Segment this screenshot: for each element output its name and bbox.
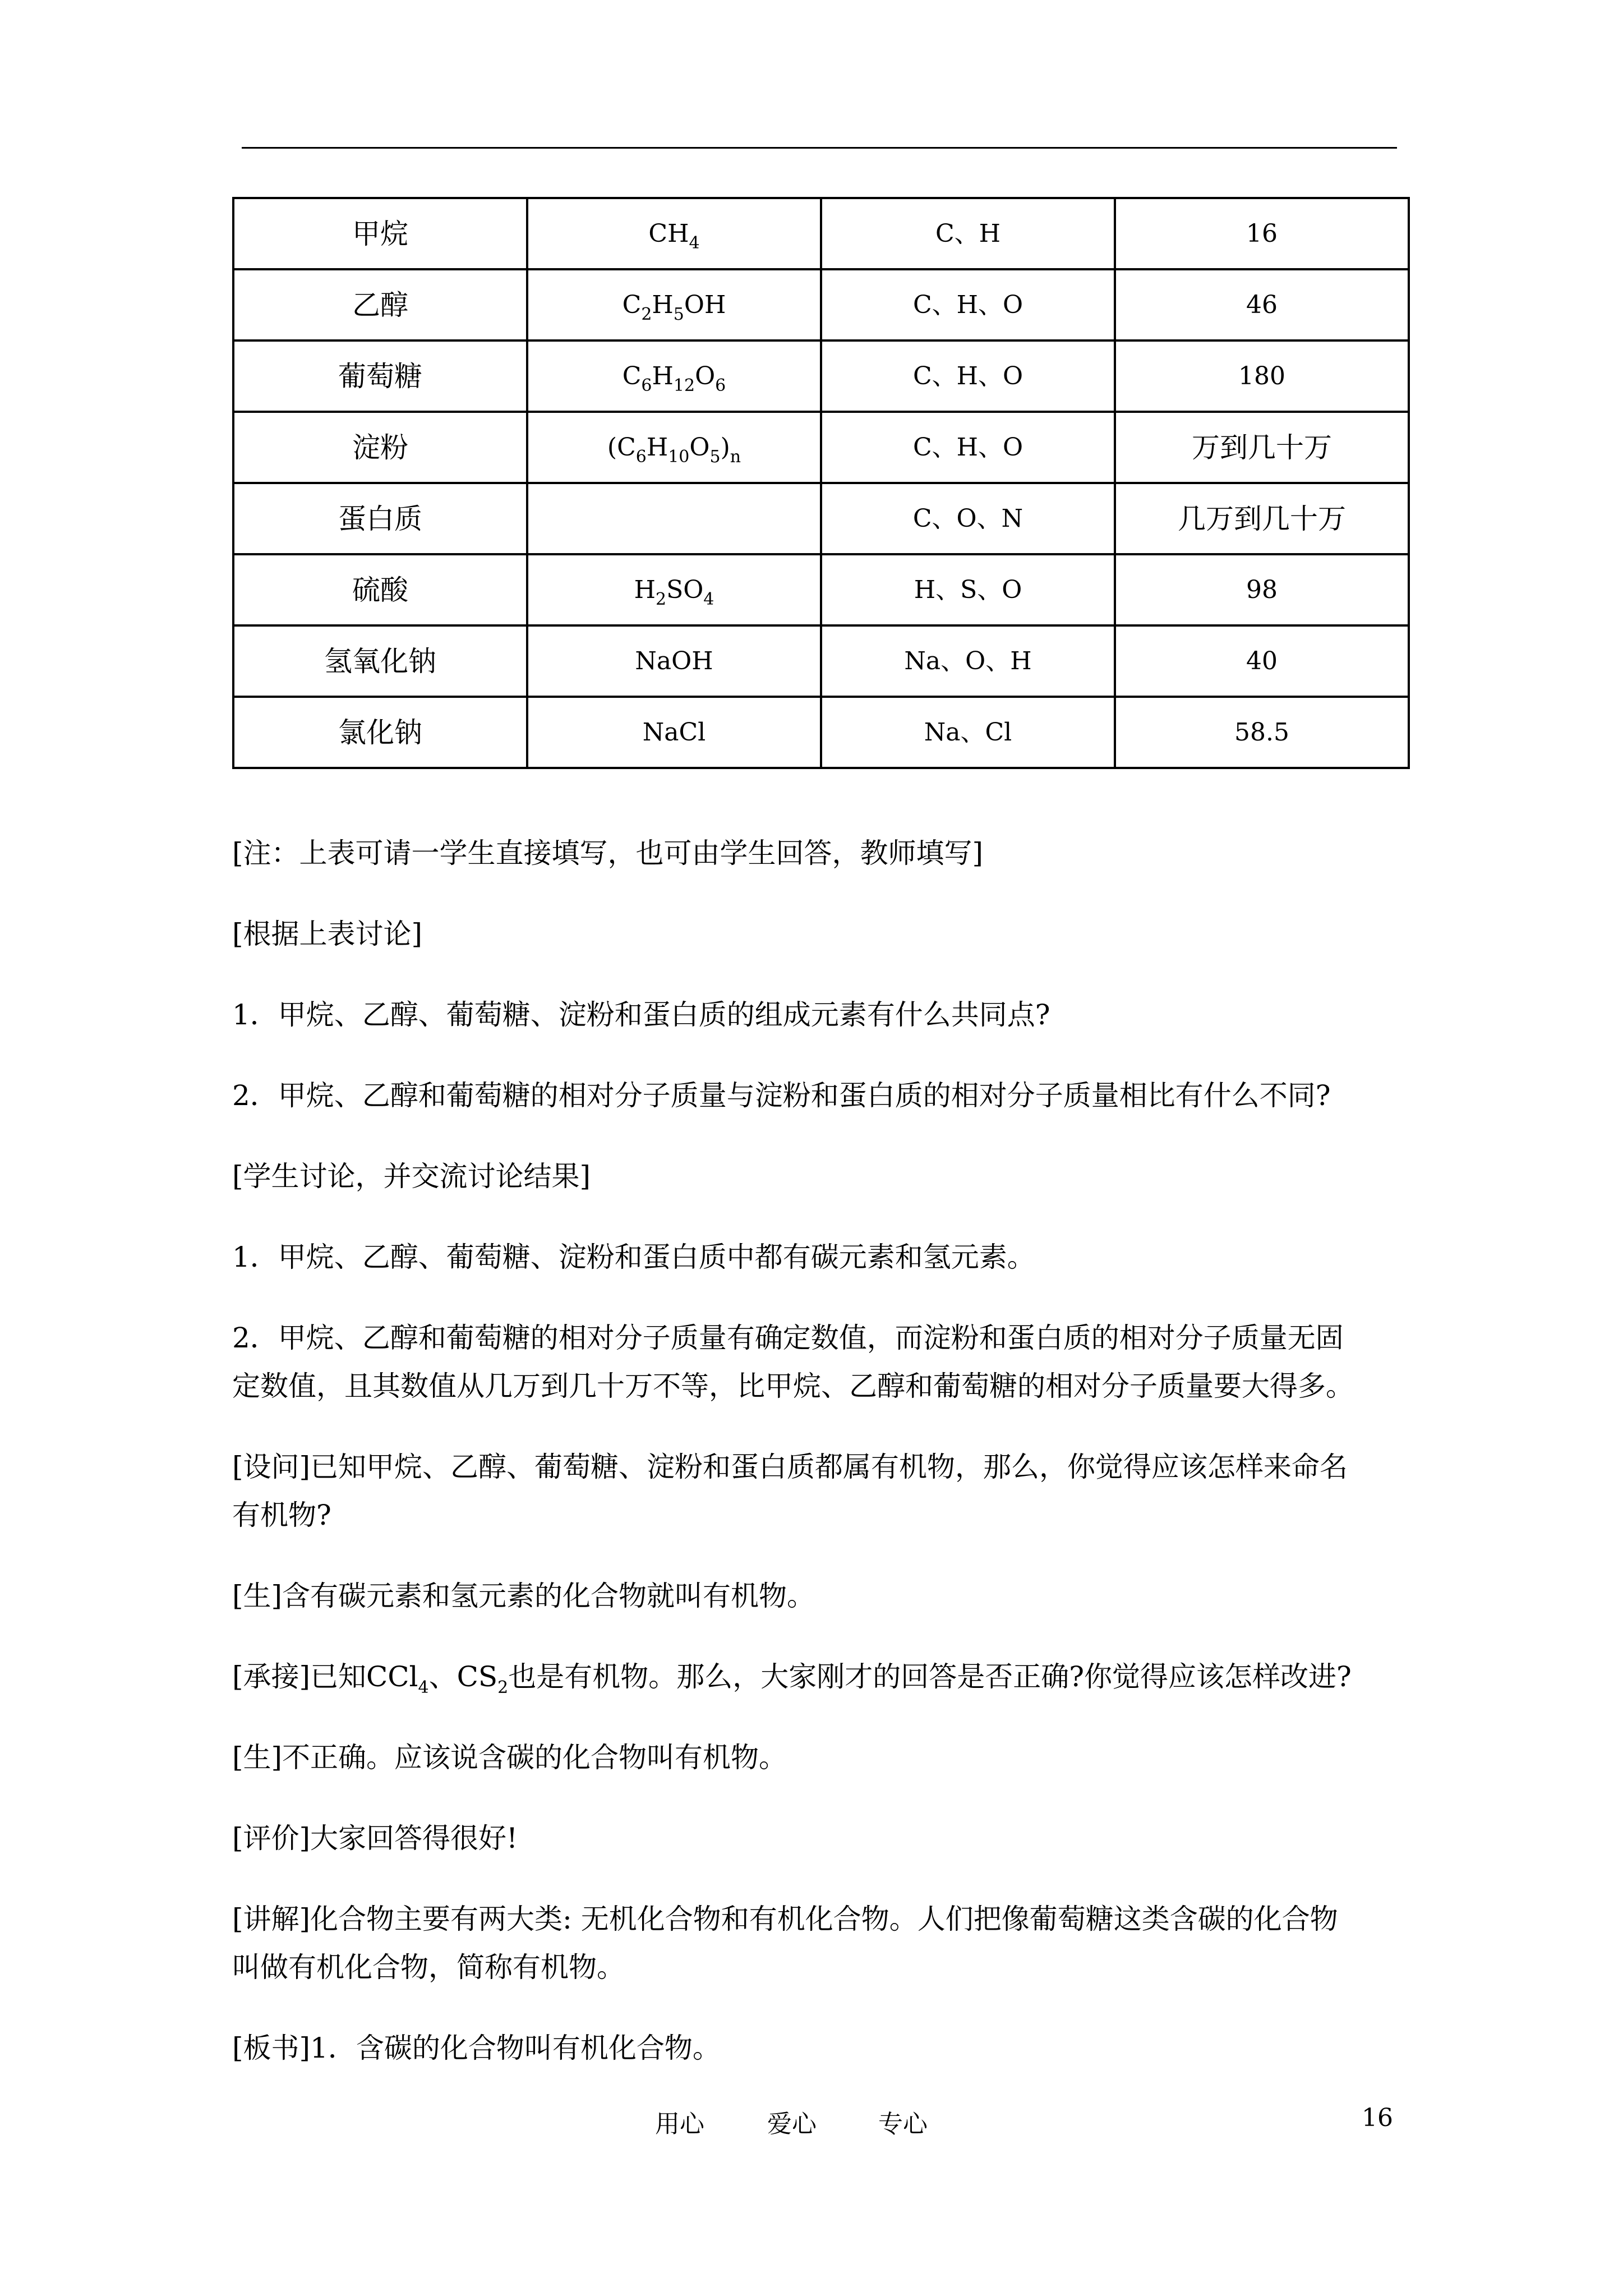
student-answer-1: [生]含有碳元素和氢元素的化合物就叫有机物。 — [232, 1580, 815, 1612]
compound-mass: 98 — [1115, 554, 1409, 625]
compound-mass: 180 — [1115, 341, 1409, 412]
compound-name: 淀粉 — [233, 412, 527, 483]
compound-elements: Na、O、H — [821, 625, 1115, 697]
note-paragraph: [注：上表可请一学生直接填写，也可由学生回答，教师填写] — [232, 837, 984, 869]
compound-mass: 58.5 — [1115, 697, 1409, 768]
compound-formula: NaOH — [527, 625, 821, 697]
compound-name: 硫酸 — [233, 554, 527, 625]
table-row — [233, 697, 1409, 768]
compound-formula: $H_2SO_4$ — [527, 554, 821, 625]
table-row — [233, 269, 1409, 341]
footer-word-1: 用心 — [655, 2110, 704, 2138]
compound-mass: 46 — [1115, 269, 1409, 341]
compound-elements: Na、Cl — [821, 697, 1115, 768]
evaluation-paragraph: [评价]大家回答得很好! — [232, 1822, 518, 1855]
answer-2-line-2: 定数值，且其数值从几万到几十万不等，比甲烷、乙醇和葡萄糖的相对分子质量要大得多。 — [232, 1370, 1354, 1402]
compound-elements: H、S、O — [821, 554, 1115, 625]
compound-elements: C、H、O — [821, 341, 1115, 412]
compound-elements: C、H、O — [821, 412, 1115, 483]
compound-formula: $C_6H_{12}O_6$ — [527, 341, 821, 412]
explanation-line-2: 叫做有机化合物，简称有机物。 — [232, 1951, 625, 1984]
student-answer-2: [生]不正确。应该说含碳的化合物叫有机物。 — [232, 1741, 787, 1774]
header-rule — [242, 147, 1397, 149]
page-number: 16 — [1362, 2104, 1393, 2132]
footer-word-2: 爱心 — [767, 2110, 817, 2138]
student-discussion-heading: [学生讨论，并交流讨论结果] — [232, 1160, 591, 1193]
compound-name: 蛋白质 — [233, 483, 527, 554]
setup-question-line-1: [设问]已知甲烷、乙醇、葡萄糖、淀粉和蛋白质都属有机物，那么，你觉得应该怎样来命名 — [232, 1451, 1348, 1483]
compound-formula: $CH_4$ — [527, 198, 821, 269]
table-row — [233, 625, 1409, 697]
table-row — [233, 198, 1409, 269]
explanation-line-1: [讲解]化合物主要有两大类: 无机化合物和有机化合物。人们把像葡萄糖这类含碳的化合物 — [232, 1903, 1338, 1935]
compound-name: 氯化钠 — [233, 697, 527, 768]
footer-word-3: 专心 — [878, 2110, 928, 2138]
table-row — [233, 412, 1409, 483]
answer-2-line-1: 2．甲烷、乙醇和葡萄糖的相对分子质量有确定数值，而淀粉和蛋白质的相对分子质量无固 — [232, 1322, 1344, 1354]
compound-formula: $C_2H_5OH$ — [527, 269, 821, 341]
compound-table — [232, 197, 1410, 769]
question-1: 1．甲烷、乙醇、葡萄糖、淀粉和蛋白质的组成元素有什么共同点? — [232, 999, 1050, 1031]
compound-mass: 40 — [1115, 625, 1409, 697]
compound-formula — [527, 483, 821, 554]
compound-name: 氢氧化钠 — [233, 625, 527, 697]
compound-formula: $(C_6H_{10}O_5)_n$ — [527, 412, 821, 483]
compound-elements: C、H、O — [821, 269, 1115, 341]
follow-up-paragraph: [承接]已知CCl$_4$、$CS_2$也是有机物。那么，大家刚才的回答是否正确?你觉得应该怎样改进? — [232, 1660, 1352, 1697]
answer-1: 1．甲烷、乙醇、葡萄糖、淀粉和蛋白质中都有碳元素和氢元素。 — [232, 1241, 1035, 1273]
table-row — [233, 483, 1409, 554]
compound-formula: NaCl — [527, 697, 821, 768]
setup-question-line-2: 有机物? — [232, 1499, 331, 1531]
board-note: [板书]1．含碳的化合物叫有机化合物。 — [232, 2032, 721, 2064]
compound-elements: C、H — [821, 198, 1115, 269]
discussion-heading: [根据上表讨论] — [232, 918, 423, 950]
compound-mass: 万到几十万 — [1115, 412, 1409, 483]
compound-mass: 几万到几十万 — [1115, 483, 1409, 554]
table-row — [233, 341, 1409, 412]
question-2: 2．甲烷、乙醇和葡萄糖的相对分子质量与淀粉和蛋白质的相对分子质量相比有什么不同? — [232, 1079, 1331, 1112]
compound-name: 乙醇 — [233, 269, 527, 341]
compound-name: 葡萄糖 — [233, 341, 527, 412]
compound-name: 甲烷 — [233, 198, 527, 269]
compound-mass: 16 — [1115, 198, 1409, 269]
compound-elements: C、O、N — [821, 483, 1115, 554]
table-row — [233, 554, 1409, 625]
